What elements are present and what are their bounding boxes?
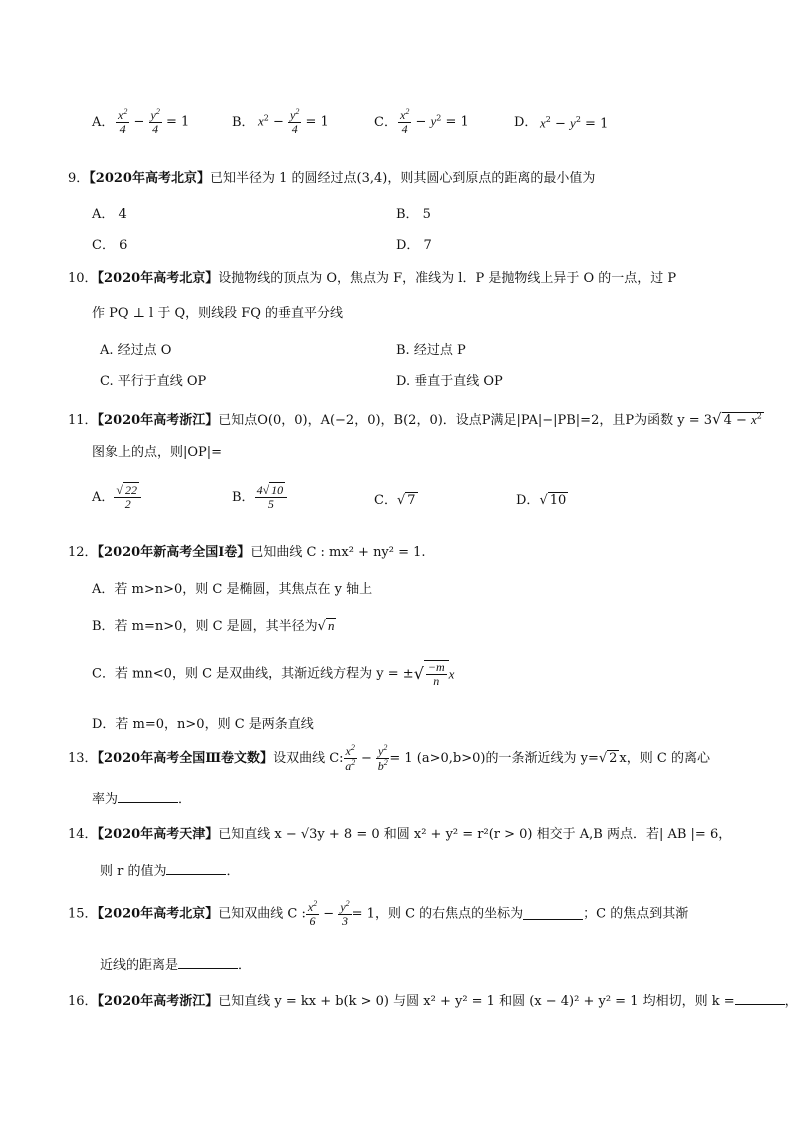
q10-option-c: C. 平行于直线 OP: [100, 374, 207, 389]
q16-number: 16．: [68, 994, 98, 1009]
q11-option-b: B． $\frac{4√ 10}{5}$: [232, 484, 287, 511]
q13-source-tag: 【2020年高考全国Ⅲ卷文数】: [97, 751, 274, 767]
q16-answer-blank[interactable]: [735, 994, 785, 1005]
q10-stem-line2: 作 PQ ⊥ l 于 Q，则线段 FQ 的垂直平分线: [92, 306, 344, 321]
q10-stem: [68, 272, 676, 285]
q14-number: 14．: [68, 827, 98, 842]
q8-option-b-formula: $x^2$ − $\frac{y^2}{4}$ = 1: [258, 107, 329, 137]
q9-option-b: B． 5: [396, 207, 431, 222]
q10-number: 10．: [68, 271, 98, 286]
q13-answer-blank[interactable]: [118, 792, 178, 803]
q8-option-a-formula: $\frac{x^2}{4}$ − $\frac{y^2}{4}$ = 1: [118, 107, 190, 137]
q11-number: 11．: [68, 413, 98, 428]
q12-stem: [68, 546, 426, 559]
q13-text: 设双曲线 C:: [273, 751, 344, 767]
q15-number: 15．: [68, 906, 98, 922]
q16-text: 已知直线 y = kx + b(k > 0) 与圆 x² + y² = 1 和圆 (x − 4)² + y² = 1 均相切，则 k =: [218, 994, 735, 1009]
q10-option-d: D. 垂直于直线 OP: [396, 374, 503, 389]
q14-stem-line2: 则 r 的值为 ．: [100, 864, 240, 879]
q11-stem-line2: 图象上的点，则|OP|=: [92, 445, 223, 460]
q8-option-c-formula: $\frac{x^2}{4}$ − $y^2 = 1$: [400, 107, 469, 137]
q15-text-tail: ；C 的焦点到其渐: [583, 906, 689, 922]
q9-text: 已知半径为 1 的圆经过点: [209, 171, 357, 186]
q14-source-tag: 【2020年高考天津】: [97, 827, 219, 842]
q13-frac-x: $\frac{x^2}{a^2}$: [345, 743, 356, 774]
q16-stem: 16．【2020年高考浙江】已知直线 y = kx + b(k > 0) 与圆 x² + y² = 1 和圆 (x − 4)² + y² = 1 均相切，则 k = ，: [68, 994, 798, 1009]
q9-source-tag: 【2020年高考北京】: [89, 171, 210, 186]
q12-option-d: D．若 m=0，n>0，则 C 是两条直线: [92, 717, 314, 732]
q13-number: 13．: [68, 751, 98, 767]
q12-option-b: B．若 m=n>0，则 C 是圆，其半径为√ n: [92, 618, 335, 634]
q11-radicand: $4 - x^2$: [723, 411, 762, 428]
q16-source-tag: 【2020年高考浙江】: [97, 994, 219, 1009]
q15-stem: 15．【2020年高考北京】已知双曲线 C : $\frac{x^2}{6}$ − $\frac{y^2}{3}$ = 1，则 C 的右焦点的坐标为 ；C 的焦点到其渐: [68, 899, 689, 929]
q9-text-tail: ，则其圆心到原点的距离的最小值为: [387, 171, 596, 186]
q8-option-c: C．: [374, 115, 397, 130]
q13-frac-y: $\frac{y^2}{b^2}$: [377, 743, 388, 774]
q9-option-d: D． 7: [396, 238, 432, 253]
q12-source-tag: 【2020年新高考全国Ⅰ卷】: [97, 545, 251, 560]
q11-text: 已知点O(0，0)，A(−2，0)，B(2，0)．设点P满足|PA|−|PB|=2，且P为函数 y = 3: [218, 413, 712, 428]
q11-stem: 11．【2020年高考浙江】已知点O(0，0)，A(−2，0)，B(2，0)．设点P满足|PA|−|PB|=2，且P为函数 y = 3√ $4 - x^2$: [68, 410, 762, 428]
q15-text-mid: = 1，则 C 的右焦点的坐标为: [351, 906, 524, 922]
q15-frac-y: $\frac{y^2}{3}$: [340, 899, 350, 929]
q15-answer-blank-1[interactable]: [523, 909, 583, 920]
q12-number: 12．: [68, 545, 98, 560]
q8-option-d-formula: $x^2 - y^2 = 1$: [540, 115, 609, 132]
q11-source-tag: 【2020年高考浙江】: [97, 413, 219, 428]
q8-option-b: B．: [232, 115, 255, 130]
q8-option-d: D．: [514, 115, 538, 130]
q13-text-mid: = 1 (a>0,b>0)的一条渐近线为 y=: [389, 751, 599, 767]
q11-option-a: A． $\frac{√ 22}{2}$: [92, 484, 141, 511]
q9-stem: [68, 172, 595, 185]
q15-text: 已知双曲线 C :: [218, 906, 306, 922]
q10-option-a: A. 经过点 O: [100, 343, 172, 358]
q10-text: 设抛物线的顶点为 O，焦点为 F，准线为 l．P 是抛物线上异于 O 的一点，过 P: [218, 271, 677, 286]
q15-answer-blank-2[interactable]: [178, 958, 238, 969]
q10-option-b: B. 经过点 P: [396, 343, 466, 358]
q12-option-c: C．若 mn<0，则 C 是双曲线，其渐近线方程为 y = ±√ $\frac{-m}{n}$ x: [92, 660, 455, 689]
q14-stem: [68, 828, 731, 841]
q14-text: 已知直线 x − √3y + 8 = 0 和圆 x² + y² = r²(r > 0) 相交于 A,B 两点．若| AB |= 6，: [218, 827, 732, 842]
q11-option-c: C．√ 7: [374, 493, 416, 508]
q9-number: 9．: [68, 171, 90, 186]
q9-point: (3,4): [356, 171, 388, 186]
q13-text-tail: x，则 C 的离心: [619, 751, 710, 767]
q12-text: 已知曲线 C : mx² + ny² = 1.: [250, 545, 426, 560]
q14-answer-blank[interactable]: [166, 864, 226, 875]
q10-source-tag: 【2020年高考北京】: [97, 271, 219, 286]
q15-source-tag: 【2020年高考北京】: [97, 906, 219, 922]
q8-option-a: A．: [92, 115, 115, 130]
q15-stem-line2: 近线的距离是 ．: [100, 958, 252, 973]
q15-frac-x: $\frac{x^2}{6}$: [307, 899, 318, 929]
q11-option-d: D．√ 10: [516, 493, 567, 508]
q12-option-a: A．若 m>n>0，则 C 是椭圆，其焦点在 y 轴上: [92, 582, 373, 597]
q9-option-c: C． 6: [92, 238, 128, 253]
q13-stem-line2: 率为 ．: [92, 792, 192, 807]
q9-option-a: A． 4: [92, 207, 127, 222]
q13-stem: 13．【2020年高考全国Ⅲ卷文数】设双曲线 C: $\frac{x^2}{a^2}$ − $\frac{y^2}{b^2}$ = 1 (a>0,b>0)的一条渐近线为 y=√ 2 x，则 C 的离心: [68, 743, 710, 774]
